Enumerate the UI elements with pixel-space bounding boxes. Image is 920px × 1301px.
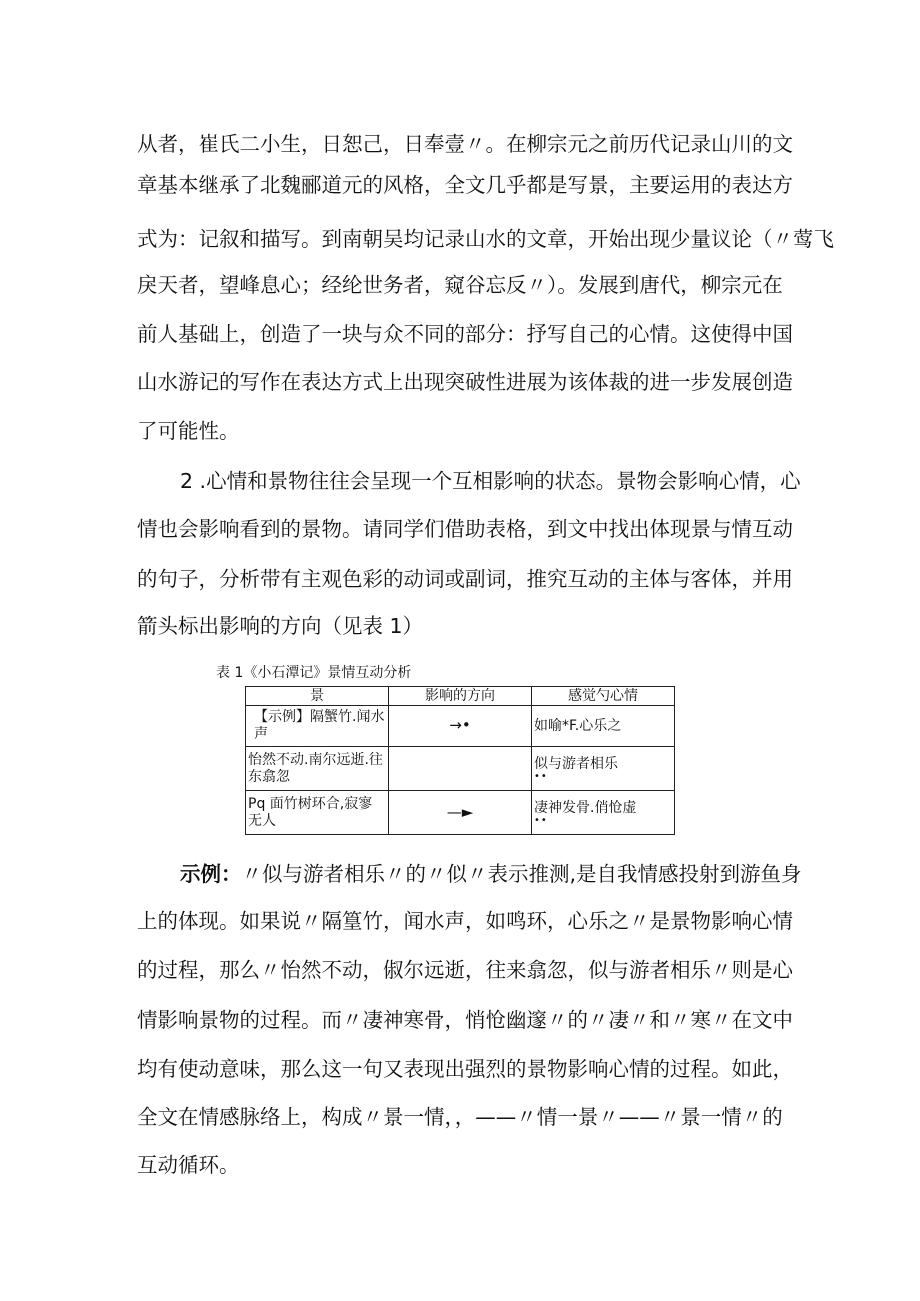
text-line: 互动循环。 — [137, 1153, 240, 1177]
cell-direction — [389, 791, 532, 835]
cell-scene: 怡然不动.南尔远逝.往东翕忽 — [246, 747, 389, 791]
text-line: 从者，崔氏二小生，日恕己，日奉壹〃。在柳宗元之前历代记录山川的文 — [137, 132, 793, 156]
emphasis-dots: •• — [534, 771, 548, 782]
text-line: 戾天者，望峰息心；经纶世务者，窥谷忘反〃）。发展到唐代，柳宗元在 — [137, 273, 783, 297]
feeling-text: 似与游者相乐 — [534, 756, 618, 772]
text-line: 箭头标出影响的方向（见表 1） — [137, 614, 424, 638]
text-line: 的句子，分析带有主观色彩的动词或副词，推究互动的主体与客体，并用 — [137, 567, 793, 591]
table-row — [246, 791, 675, 835]
cell-scene: 【示例】隔蟹竹.闻水声 — [246, 706, 389, 747]
text-line: 情影响景物的过程。而〃凄神寒骨，悄怆幽邃〃的〃凄〃和〃寒〃在文中 — [137, 1008, 793, 1032]
cell-feeling: 如喻*F.心乐之 — [532, 706, 675, 747]
cell-feeling — [532, 791, 675, 835]
cell-direction — [389, 747, 532, 791]
analysis-table — [245, 686, 675, 835]
text-line: 章基本继承了北魏郦道元的风格，全文几乎都是写景，主要运用的表达方 — [137, 173, 793, 197]
text-line: 均有使动意味，那么这一句又表现出强烈的景物影响心情的过程。如此， — [137, 1057, 793, 1081]
cell-feeling — [532, 747, 675, 791]
text-line: 式为：记叙和描写。到南朝吴均记录山水的文章，开始出现少量议论（〃莺飞 — [137, 227, 834, 251]
feeling-text: 凄神发骨.俏怆虚 — [534, 800, 637, 816]
analysis-table-frame — [245, 686, 675, 842]
text-line: 山水游记的写作在表达方式上出现突破性进展为该体裁的进一步发展创造 — [137, 370, 793, 394]
text-line: 的过程，那么〃怡然不动，俶尔远逝，往来翕忽，似与游者相乐〃则是心 — [137, 958, 793, 982]
table-caption: 表 1《小石潭记》景情互动分析 — [216, 665, 412, 681]
text-line: 〃似与游者相乐〃的〃似〃表示推测,是自我情感投射到游鱼身 — [241, 862, 802, 886]
table-header-row — [246, 687, 675, 706]
text-line: 了可能性。 — [137, 419, 240, 443]
text-line: 上的体现。如果说〃隔篁竹，闻水声，如鸣环，心乐之〃是景物影响心情 — [137, 909, 793, 933]
cell-direction — [389, 706, 532, 747]
example-first-line — [180, 860, 802, 888]
header-feeling: 感觉勺心情 — [532, 687, 675, 706]
arrow-icon: —► — [446, 802, 474, 821]
text-line: 2 .心情和景物往往会呈现一个互相影响的状态。景物会影响心情，心 — [180, 469, 801, 493]
emphasis-dots: •• — [534, 815, 548, 826]
example-label: 示例： — [180, 862, 242, 886]
table-row — [246, 706, 675, 747]
text-line: 全文在情感脉络上，构成〃景一情，，——〃情一景〃——〃景一情〃的 — [137, 1105, 783, 1129]
header-direction: 影响的方向 — [389, 687, 532, 706]
text-line: 情也会影响看到的景物。请同学们借助表格，到文中找出体现景与情互动 — [137, 517, 793, 541]
arrow-icon: →• — [449, 716, 471, 734]
cell-scene: Pq 面竹树环合,寂寥无人 — [246, 791, 389, 835]
text-line: 前人基础上，创造了一块与众不同的部分：抒写自己的心情。这使得中国 — [137, 322, 793, 346]
table-row — [246, 747, 675, 791]
header-scene: 景 — [246, 687, 389, 706]
